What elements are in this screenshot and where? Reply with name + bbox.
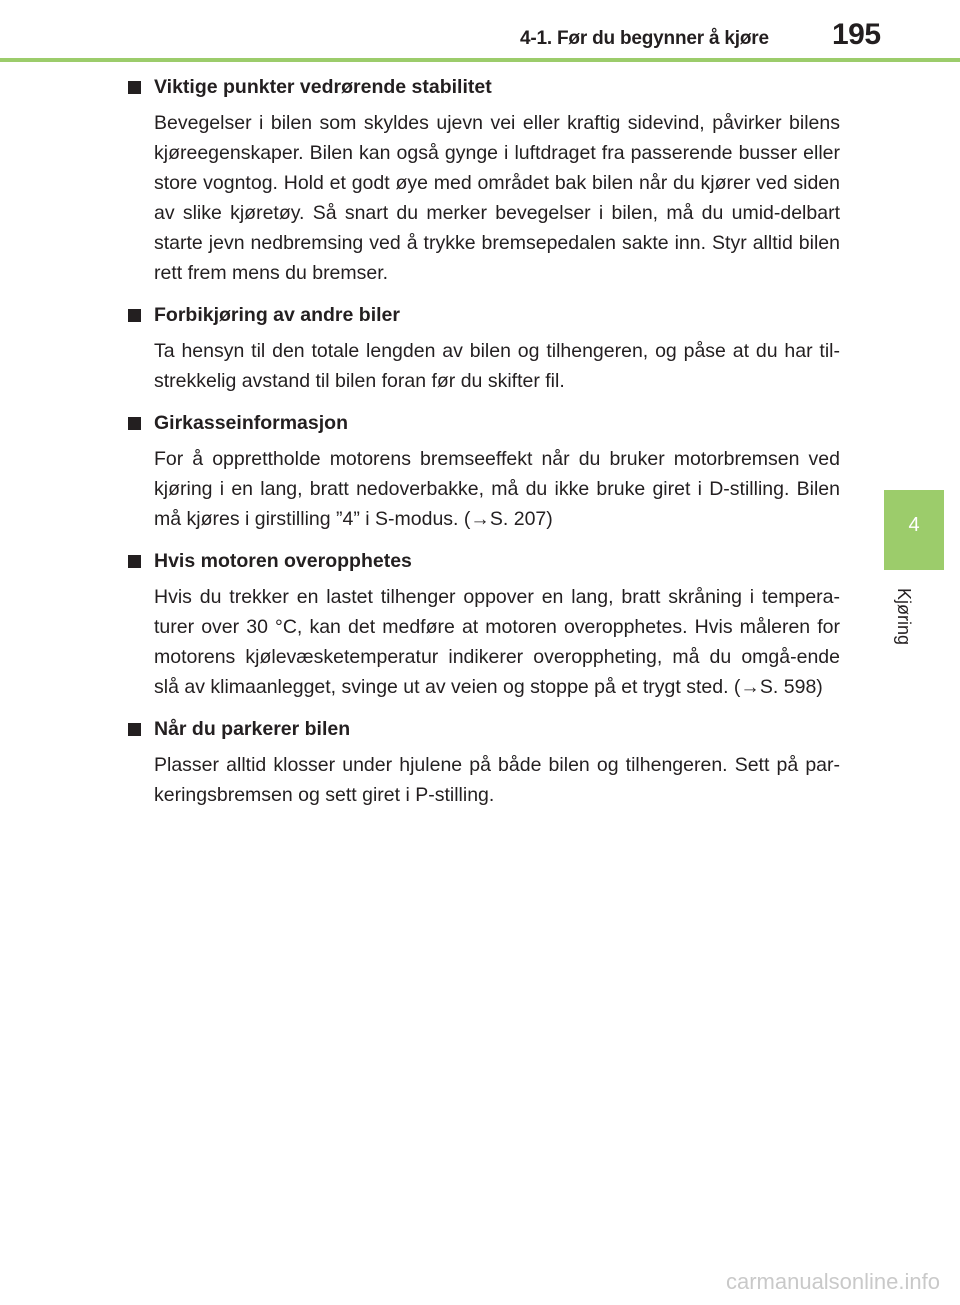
section-parking <box>128 714 840 810</box>
section-title: 4-1. Før du begynner å kjøre <box>520 28 769 49</box>
square-bullet-icon <box>128 81 141 94</box>
section-heading <box>128 300 840 330</box>
section-heading-text: Forbikjøring av andre biler <box>154 304 400 326</box>
square-bullet-icon <box>128 309 141 322</box>
header-rule <box>0 58 960 62</box>
section-paragraph: Ta hensyn til den totale lengden av bilen og tilhengeren, og påse at du har til-strekkelig avstand til bilen foran før du skifter fil. <box>154 340 840 392</box>
square-bullet-icon <box>128 555 141 568</box>
section-paragraph: Bevegelser i bilen som skyldes ujevn vei eller kraftig sidevind, påvirker bilens kjøreegenskaper. Bilen kan også gynge i luftdraget fra passerende busser eller store vogntog. Hold et godt øye med området bak bilen når du kjører ved siden av slike kjøretøy. Så snart du merker bevegelser i bilen, må du umid-delbart starte jevn nedbremsing ved å trykke bremsepedalen sakte inn. Styr alltid bilen rett frem mens du bremser. <box>154 112 840 284</box>
section-heading-text: Viktige punkter vedrørende stabilitet <box>154 76 492 98</box>
section-heading <box>128 546 840 576</box>
section-heading <box>128 714 840 744</box>
section-paragraph: For å opprettholde motorens bremseeffekt når du bruker motorbremsen ved kjøring i en lang, bratt nedoverbakke, må du ikke bruke giret i D-stilling. Bilen må kjøres i girstilling ”4” i S-modus. (→S. 207) <box>154 448 840 530</box>
section-overheating <box>128 546 840 702</box>
chapter-tab-label: Kjøring <box>894 588 914 646</box>
section-heading-text: Hvis motoren overopphetes <box>154 550 412 572</box>
section-heading-text: Girkasseinformasjon <box>154 412 348 434</box>
section-heading <box>128 72 840 102</box>
main-content <box>128 72 840 822</box>
section-heading <box>128 408 840 438</box>
section-transmission <box>128 408 840 534</box>
section-paragraph: Plasser alltid klosser under hjulene på både bilen og tilhengeren. Sett på par-keringsbremsen og sett giret i P-stilling. <box>154 754 840 806</box>
page-number: 195 <box>832 18 881 51</box>
page-header <box>0 0 960 62</box>
chapter-tab <box>884 490 944 570</box>
section-overtaking <box>128 300 840 396</box>
section-heading-text: Når du parkerer bilen <box>154 718 351 740</box>
watermark: carmanualsonline.info <box>725 1269 940 1294</box>
square-bullet-icon <box>128 723 141 736</box>
square-bullet-icon <box>128 417 141 430</box>
section-paragraph: Hvis du trekker en lastet tilhenger oppover en lang, bratt skråning i tempera-turer over 30 °C, kan det medføre at motoren overopphetes. Hvis måleren for motorens kjølevæsketemperatur indikerer overoppheting, må du omgå-ende slå av klimaanlegget, svinge ut av veien og stoppe på et trygt sted. (→S. 598) <box>154 586 840 698</box>
section-stability <box>128 72 840 288</box>
chapter-tab-number: 4 <box>908 514 920 536</box>
